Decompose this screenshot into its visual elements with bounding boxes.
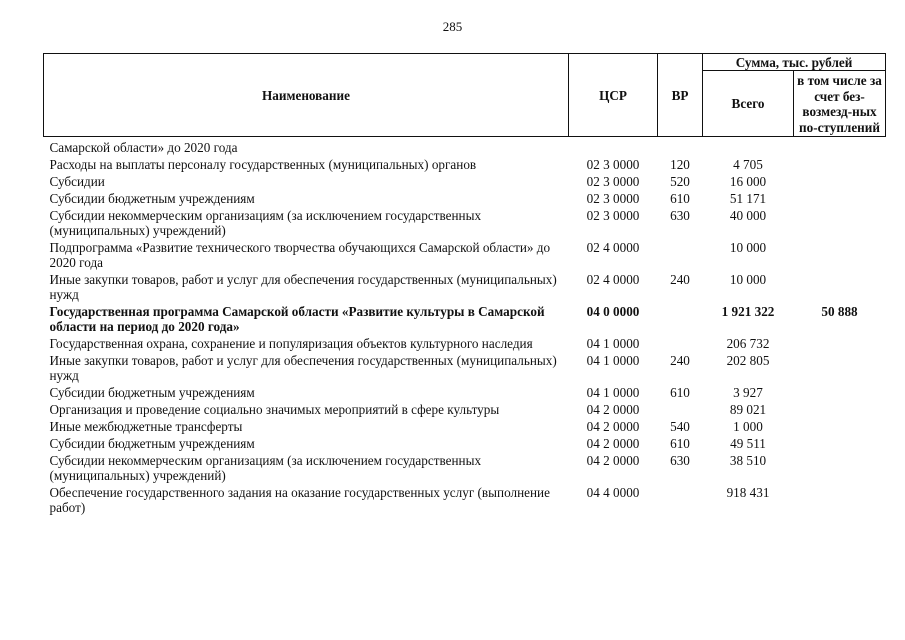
row-csr: 04 2 0000 — [586, 436, 640, 451]
row-total: 3 927 — [733, 385, 763, 400]
row-vr: 120 — [670, 157, 690, 172]
header-csr: ЦСР — [569, 54, 658, 137]
table-row — [44, 240, 886, 272]
row-name: Иные межбюджетные трансферты — [49, 419, 243, 434]
row-vr: 630 — [670, 208, 690, 223]
row-name: Самарской области» до 2020 года — [49, 140, 238, 155]
row-total: 40 000 — [729, 208, 767, 223]
row-vr: 240 — [670, 272, 690, 287]
row-including — [794, 419, 886, 436]
row-including — [794, 240, 886, 272]
table-body — [44, 137, 886, 518]
row-name: Субсидии бюджетным учреждениям — [49, 191, 255, 206]
row-csr — [569, 137, 658, 158]
table-header — [44, 54, 886, 137]
row-vr: 540 — [670, 419, 690, 434]
row-name: Государственная программа Самарской области «Развитие культуры в Самарской области на период до 2020 года» — [49, 304, 545, 334]
row-total: 202 805 — [726, 353, 770, 368]
row-including — [794, 137, 886, 158]
row-name: Субсидии бюджетным учреждениям — [49, 385, 255, 400]
table-row — [44, 208, 886, 240]
table-row — [44, 174, 886, 191]
row-vr — [658, 137, 703, 158]
row-csr: 04 1 0000 — [586, 353, 640, 368]
row-including — [794, 402, 886, 419]
table-row — [44, 157, 886, 174]
table-row — [44, 453, 886, 485]
header-vr: ВР — [658, 54, 703, 137]
row-including — [794, 453, 886, 485]
table-row — [44, 402, 886, 419]
row-csr: 02 4 0000 — [586, 272, 640, 287]
table-row — [44, 137, 886, 158]
table-row — [44, 485, 886, 517]
table-row — [44, 419, 886, 436]
row-vr: 610 — [670, 385, 690, 400]
row-name: Государственная охрана, сохранение и популяризация объектов культурного наследия — [49, 336, 533, 351]
page-number: 285 — [442, 19, 463, 34]
row-total: 38 510 — [729, 453, 767, 468]
row-including — [794, 353, 886, 385]
row-name: Субсидии — [49, 174, 105, 189]
row-including — [794, 485, 886, 517]
row-including — [794, 208, 886, 240]
row-csr: 02 3 0000 — [586, 208, 640, 223]
header-name: Наименование — [44, 54, 569, 137]
row-including — [794, 336, 886, 353]
table-row — [44, 353, 886, 385]
row-vr — [658, 240, 703, 272]
row-including: 50 888 — [821, 304, 858, 319]
row-vr: 520 — [670, 174, 690, 189]
row-vr — [658, 304, 703, 336]
row-name: Субсидии некоммерческим организациям (за исключением государственных (муниципальных) учреждений) — [49, 208, 482, 238]
row-total: 49 511 — [730, 436, 766, 451]
row-total — [703, 137, 794, 158]
row-name: Иные закупки товаров, работ и услуг для обеспечения государственных (муниципальных) нужд — [49, 272, 557, 302]
header-including: в том числе за счет без-возмезд-ных по-ступлений — [794, 71, 886, 137]
row-csr: 02 4 0000 — [586, 240, 640, 255]
row-csr: 04 2 0000 — [586, 402, 640, 417]
row-name: Иные закупки товаров, работ и услуг для обеспечения государственных (муниципальных) нужд — [49, 353, 557, 383]
row-total: 89 021 — [729, 402, 767, 417]
table-row — [44, 385, 886, 402]
row-including — [794, 436, 886, 453]
row-total: 4 705 — [733, 157, 763, 172]
row-vr: 610 — [670, 436, 690, 451]
row-total: 16 000 — [729, 174, 767, 189]
row-total: 10 000 — [729, 240, 767, 255]
header-sum: Сумма, тыс. рублей — [703, 54, 886, 71]
row-csr: 04 0 0000 — [586, 304, 640, 319]
row-total: 1 921 322 — [721, 304, 775, 319]
row-total: 206 732 — [726, 336, 770, 351]
row-name: Субсидии некоммерческим организациям (за исключением государственных (муниципальных) учреждений) — [49, 453, 482, 483]
row-csr: 04 2 0000 — [586, 419, 640, 434]
row-vr — [658, 485, 703, 517]
row-csr: 04 1 0000 — [586, 336, 640, 351]
row-vr — [658, 336, 703, 353]
row-name: Расходы на выплаты персоналу государственных (муниципальных) органов — [49, 157, 477, 172]
row-total: 918 431 — [726, 485, 770, 500]
row-including — [794, 157, 886, 174]
row-including — [794, 174, 886, 191]
row-csr: 04 2 0000 — [586, 453, 640, 468]
row-total: 1 000 — [733, 419, 763, 434]
row-csr: 02 3 0000 — [586, 191, 640, 206]
row-name: Обеспечение государственного задания на оказание государственных услуг (выполнение работ) — [49, 485, 550, 515]
row-including — [794, 191, 886, 208]
table-row — [44, 336, 886, 353]
budget-table — [43, 53, 886, 517]
row-csr: 02 3 0000 — [586, 157, 640, 172]
row-vr — [658, 402, 703, 419]
row-total: 10 000 — [729, 272, 767, 287]
row-vr: 610 — [670, 191, 690, 206]
header-total: Всего — [703, 71, 794, 137]
row-name: Организация и проведение социально значимых мероприятий в сфере культуры — [49, 402, 500, 417]
row-name: Подпрограмма «Развитие технического творчества обучающихся Самарской области» до 2020 года — [49, 240, 551, 270]
row-csr: 04 4 0000 — [586, 485, 640, 500]
row-csr: 04 1 0000 — [586, 385, 640, 400]
table-row — [44, 272, 886, 304]
row-including — [794, 385, 886, 402]
table-row — [44, 304, 886, 336]
row-including — [794, 272, 886, 304]
row-total: 51 171 — [729, 191, 767, 206]
row-vr: 240 — [670, 353, 690, 368]
row-csr: 02 3 0000 — [586, 174, 640, 189]
table-row — [44, 191, 886, 208]
row-name: Субсидии бюджетным учреждениям — [49, 436, 255, 451]
table-row — [44, 436, 886, 453]
row-vr: 630 — [670, 453, 690, 468]
